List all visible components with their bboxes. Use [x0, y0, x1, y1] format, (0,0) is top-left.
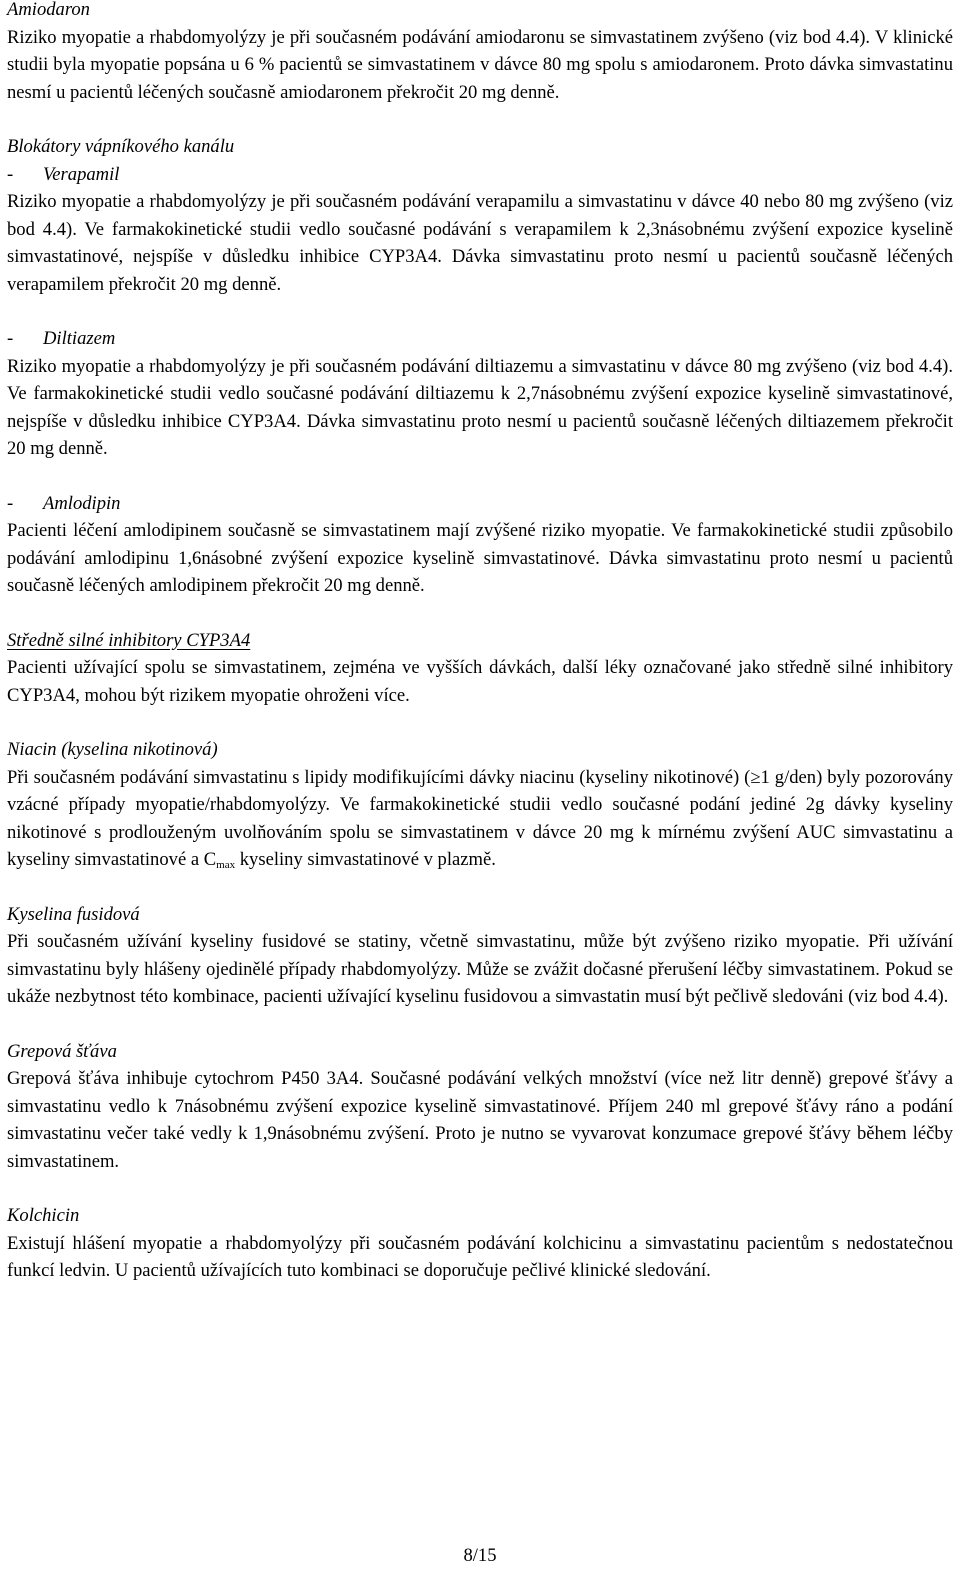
niacin-text-part-3: kyseliny simvastatinové v plazmě.: [235, 849, 496, 870]
heading-amiodaron: Amiodaron: [7, 0, 90, 20]
paragraph-amiodaron: Riziko myopatie a rhabdomyolýzy je při současném podávání amiodaronu se simvastatinem zvýšeno (viz bod 4.4). V klinické studii byla myopatie popsána u 6 % pacientů se simvastatinem v dávce 80 mg spolu s amiodaronem. Proto dávka simvastatinu nesmí u pacientů léčených současně amiodaronem překročit 20 mg denně.: [7, 26, 953, 103]
section-niacin: [7, 736, 953, 874]
subheading-verapamil: [7, 161, 953, 189]
subheading-diltiazem-label: Diltiazem: [43, 328, 116, 349]
greater-equal-one: ≥1: [750, 766, 770, 788]
section-calcium-channel-blockers: [7, 133, 953, 600]
heading-niacin: Niacin (kyselina nikotinová): [7, 739, 218, 760]
niacin-text-part-2: g/den) byly pozorovány vzácné případy myopatie/rhabdomyolýzy. Ve farmakokinetické studii vedlo současné podání jediné 2g dávky kyseliny nikotinové s prodlouženým uvolňováním spolu se simvastatinem v dávce 20 mg k mírnému zvýšení AUC simvastatinu a kyseliny simvastatinové a C: [7, 766, 954, 870]
heading-colchicine: Kolchicin: [7, 1205, 80, 1226]
section-moderate-inhibitors: [7, 627, 953, 710]
cmax-subscript: max: [216, 859, 236, 871]
heading-fusidic-acid: Kyselina fusidová: [7, 903, 140, 925]
section-fusidic-acid: [7, 901, 953, 1011]
niacin-text-part-1: Při současném podávání simvastatinu s lipidy modifikujícími dávky niacinu (kyseliny nikotinové) (: [7, 766, 751, 788]
paragraph-niacin: [7, 764, 953, 874]
dash-marker: -: [7, 328, 14, 349]
section-amiodaron: [7, 0, 953, 106]
dash-marker: -: [7, 492, 14, 514]
paragraph-moderate-inhibitors: Pacienti užívající spolu se simvastatinem, zejména ve vyšších dávkách, další léky označované jako středně silné inhibitory CYP3A4, mohou být rizikem myopatie ohroženi více.: [7, 657, 953, 706]
document-page: [7, 0, 953, 1285]
subheading-diltiazem: [7, 325, 953, 353]
subheading-amlodipin: [7, 490, 953, 518]
heading-moderate-inhibitors: Středně silné inhibitory CYP3A4: [7, 629, 251, 651]
subheading-verapamil-label: Verapamil: [43, 163, 120, 185]
section-grapefruit: [7, 1038, 953, 1176]
heading-calcium-channel-blockers: Blokátory vápníkového kanálu: [7, 136, 235, 157]
heading-grapefruit: Grepová šťáva: [7, 1040, 117, 1062]
paragraph-diltiazem: Riziko myopatie a rhabdomyolýzy je při současném podávání diltiazemu a simvastatinu v dávce 80 mg zvýšeno (viz bod 4.4). Ve farmakokinetické studii vedlo současné podávání diltiazemu k 2,7násobnému zvýšení expozice kyselině simvastatinové, nejspíše v důsledku inhibice CYP3A4. Dávka simvastatinu proto nesmí u pacientů současně léčených diltiazemem překročit 20 mg denně.: [7, 355, 953, 459]
paragraph-verapamil: Riziko myopatie a rhabdomyolýzy je při současném podávání verapamilu a simvastatinu v dávce 40 nebo 80 mg zvýšeno (viz bod 4.4). Ve farmakokinetické studii vedlo současné podávání s verapamilem k 2,3násobnému zvýšení expozice kyselině simvastatinové, nejspíše v důsledku inhibice CYP3A4. Dávka simvastatinu proto nesmí u pacientů současně léčených verapamilem překročit 20 mg denně.: [7, 191, 953, 295]
subheading-amlodipin-label: Amlodipin: [43, 492, 121, 514]
dash-marker: -: [7, 163, 14, 185]
section-colchicine: [7, 1202, 953, 1285]
paragraph-colchicine: Existují hlášení myopatie a rhabdomyolýzy při současném podávání kolchicinu a simvastatinu pacientům s nedostatečnou funkcí ledvin. U pacientů užívajících tuto kombinaci se doporučuje pečlivé klinické sledování.: [7, 1232, 953, 1281]
page-number: 8/15: [463, 1545, 497, 1566]
paragraph-amlodipin: Pacienti léčení amlodipinem současně se simvastatinem mají zvýšené riziko myopatie. Ve farmakokinetické studii způsobilo podávání amlodipinu 1,6násobné zvýšení expozice kyselině simvastatinové. Dávka simvastatinu proto nesmí u pacientů současně léčených amlodipinem překročit 20 mg denně.: [7, 520, 953, 596]
paragraph-fusidic-acid: Při současném užívání kyseliny fusidové se statiny, včetně simvastatinu, může být zvýšeno riziko myopatie. Při užívání simvastatinu byly hlášeny ojedinělé případy rhabdomyolýzy. Může se zvážit dočasné přerušení léčby simvastatinem. Pokud se ukáže nezbytnost této kombinace, pacienti užívající kyselinu fusidovou a simvastatin musí být pečlivě sledováni (viz bod 4.4).: [7, 931, 953, 1007]
paragraph-grapefruit: Grepová šťáva inhibuje cytochrom P450 3A4. Současné podávání velkých množství (více než litr denně) grepové šťávy a simvastatinu vedlo k 7násobnému zvýšení expozice kyselině simvastatinové. Příjem 240 ml grepové šťávy ráno a podání simvastatinu večer také vedly k 1,9násobnému zvýšení. Proto je nutno se vyvarovat konzumace grepové šťávy během léčby simvastatinem.: [7, 1068, 953, 1172]
